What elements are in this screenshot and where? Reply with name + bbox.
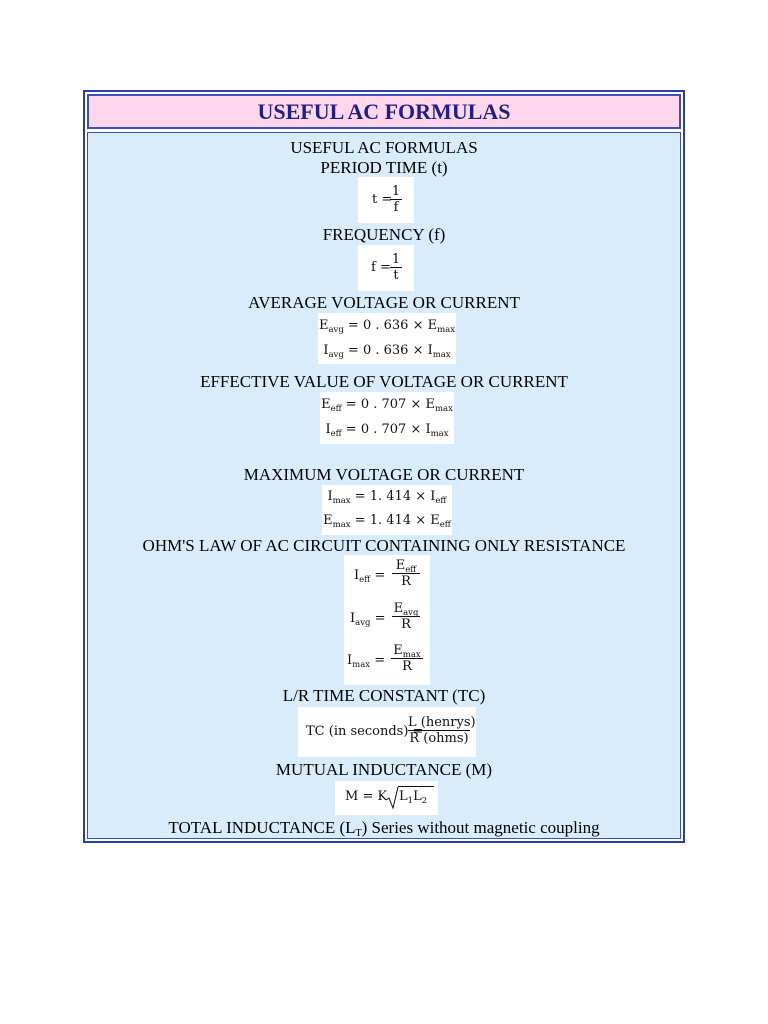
frequency-heading: FREQUENCY (f) [322,225,446,244]
mutual-inductance-heading: MUTUAL INDUCTANCE (M) [275,760,493,779]
period-formula [358,177,414,223]
eff-i-sub: eff [330,429,342,439]
maximum-heading: MAXIMUM VOLTAGE OR CURRENT [243,465,525,484]
ohms-f2-lhs: $I_{avg}$ = [350,611,386,628]
page-title: USEFUL AC FORMULAS [87,94,681,129]
max-e-expr: = 1. 414 × E [350,513,440,528]
period-fraction [390,184,402,215]
avg-e-symbol: E [318,318,329,333]
avg-e-max-sub: max [437,325,456,335]
avg-i-max-sub: max [432,350,451,360]
lr-numerator: L (henrys) [408,715,476,730]
lr-time-constant-formula [298,707,476,757]
eff-e-symbol: E [321,397,331,412]
max-i-symbol: I [327,489,333,504]
ohms-f1-lhs: $I_{eff}$ = [354,568,386,585]
avg-e-expr: = 0 . 636 × E [343,318,438,333]
period-denominator: f [390,199,402,215]
ohms-f3-lhs: $I_{max}$ = [347,653,386,670]
frequency-formula [358,245,414,291]
ohms-f3-fraction: $E_{max}$ R [391,643,423,674]
effective-formula [320,392,454,444]
period-lhs: t = [372,192,393,207]
max-e-eff-sub: eff [439,520,451,530]
avg-i-expr: = 0 . 636 × I [343,343,433,358]
period-numerator: 1 [391,184,401,199]
max-i-sub: max [332,496,351,506]
mutual-lhs: M = K [345,789,388,804]
eff-e-sub: eff [330,404,342,414]
effective-heading: EFFECTIVE VALUE OF VOLTAGE OR CURRENT [200,372,568,391]
ohms-f1-fraction: $E_{eff}$ R [392,558,420,589]
effective-line-2 [320,422,454,437]
max-i-expr: = 1. 414 × I [350,489,436,504]
square-root-icon [385,786,399,810]
lr-lhs: TC (in seconds) = [306,724,424,739]
average-formula [318,313,456,364]
period-heading: PERIOD TIME (t) [320,158,448,177]
lr-time-constant-heading: L/R TIME CONSTANT (TC) [282,686,486,705]
ohms-law-formula [344,555,430,685]
frequency-lhs: f = [371,260,391,275]
frequency-numerator: 1 [391,252,401,267]
avg-i-sub: avg [328,350,344,360]
eff-i-symbol: I [325,422,331,437]
ohms-f2-fraction: $E_{avg}$ R [393,601,419,632]
lr-fraction [408,715,476,746]
average-line-2 [318,343,456,358]
maximum-line-2 [322,513,452,528]
intro-heading: USEFUL AC FORMULAS [290,138,478,157]
avg-i-symbol: I [323,343,329,358]
eff-i-max-sub: max [430,429,449,439]
frequency-denominator: t [390,267,402,283]
avg-e-sub: avg [328,325,344,335]
eff-e-expr: = 0 . 707 × E [341,397,435,412]
formula-frame [83,90,685,843]
max-i-eff-sub: eff [435,496,447,506]
mutual-radicand: $L_1L_2$ [399,789,428,806]
effective-line-1 [320,397,454,412]
mutual-inductance-formula [335,781,438,815]
lr-denominator: R (ohms) [409,731,469,746]
max-e-symbol: E [323,513,333,528]
maximum-formula [322,485,452,535]
ohms-law-heading: OHM'S LAW OF AC CIRCUIT CONTAINING ONLY RESISTANCE [142,536,626,555]
eff-e-max-sub: max [434,404,453,414]
radical-bar [398,786,434,787]
eff-i-expr: = 0 . 707 × I [341,422,431,437]
formula-content [87,132,681,839]
frequency-fraction [390,252,402,283]
average-heading: AVERAGE VOLTAGE OR CURRENT [248,293,520,312]
total-inductance-heading: TOTAL INDUCTANCE $(L_T)$ Series without magnetic coupling [168,818,600,839]
maximum-line-1 [322,489,452,504]
max-e-sub: max [332,520,351,530]
average-line-1 [318,318,456,333]
